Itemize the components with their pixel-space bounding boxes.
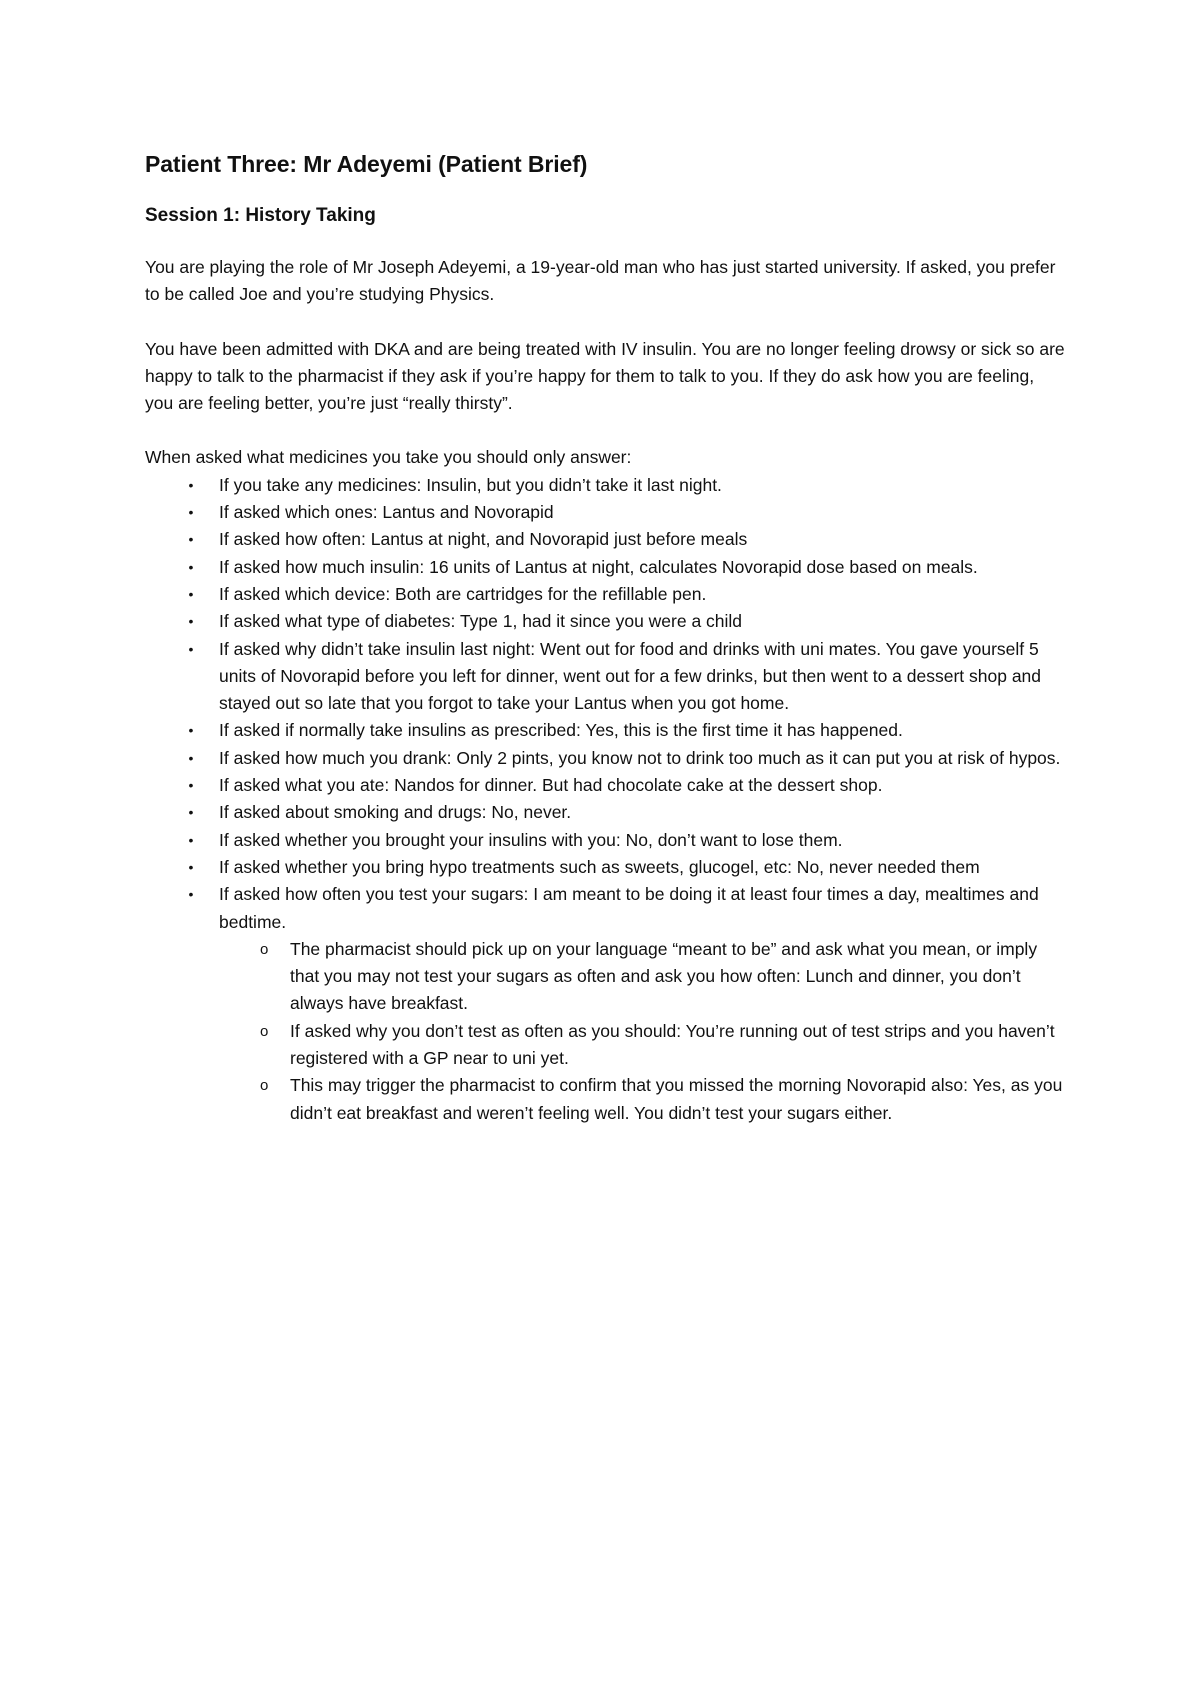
bullet-icon: • bbox=[188, 504, 194, 521]
bullet-icon: • bbox=[188, 804, 194, 821]
answers-list bbox=[145, 472, 1065, 1127]
list-item bbox=[145, 499, 1065, 526]
list-item bbox=[145, 472, 1065, 499]
sub-list-item-text: If asked why you don’t test as often as you should: You’re running out of test strips and you haven’t registered with a GP near to uni yet. bbox=[290, 1020, 1055, 1069]
bullet-icon: • bbox=[188, 749, 194, 766]
sub-bullet-icon: o bbox=[260, 940, 269, 958]
document-page bbox=[145, 148, 1065, 1127]
sub-list-item bbox=[145, 1018, 1065, 1073]
list-item bbox=[145, 554, 1065, 581]
list-item bbox=[145, 608, 1065, 635]
list-item bbox=[145, 772, 1065, 799]
bullet-icon: • bbox=[188, 476, 194, 493]
list-item-text: If asked how often you test your sugars: I am meant to be doing it at least four times a day, mealtimes and bedtime. bbox=[219, 884, 1039, 932]
list-item-text: If asked why didn’t take insulin last night: Went out for food and drinks with uni mates. You gave yourself 5 units of Novorapid before you left for dinner, went out for a few drinks, but then went to a dessert shop and stayed out so late that you forgot to take your Lantus when you got home. bbox=[219, 638, 1042, 714]
list-item-text: If asked about smoking and drugs: No, never. bbox=[219, 802, 572, 823]
paragraph-role: You are playing the role of Mr Joseph Adeyemi, a 19-year-old man who has just started university. If asked, you prefer to be called Joe and you’re studying Physics. bbox=[145, 257, 1056, 305]
list-item bbox=[145, 745, 1065, 772]
list-item-text: If asked whether you bring hypo treatments such as sweets, glucogel, etc: No, never needed them bbox=[219, 856, 980, 877]
bullet-icon: • bbox=[188, 886, 194, 903]
list-item bbox=[145, 526, 1065, 553]
list-item bbox=[145, 636, 1065, 718]
bullet-icon: • bbox=[188, 640, 194, 657]
sub-list-item-text: This may trigger the pharmacist to confirm that you missed the morning Novorapid also: Yes, as you didn’t eat breakfast and weren’t feeling well. You didn’t test your sugars either. bbox=[290, 1075, 1063, 1123]
bullet-icon: • bbox=[188, 777, 194, 794]
list-intro: When asked what medicines you take you should only answer: bbox=[145, 447, 632, 468]
sub-list-item-text: The pharmacist should pick up on your language “meant to be” and ask what you mean, or imply that you may not test your sugars as often and ask you how often: Lunch and dinner, you don’t always have breakfast. bbox=[290, 938, 1038, 1014]
list-item-text: If asked what type of diabetes: Type 1, had it since you were a child bbox=[219, 611, 743, 632]
list-item bbox=[145, 881, 1065, 1127]
list-item-text: If asked which device: Both are cartridges for the refillable pen. bbox=[219, 583, 707, 604]
list-item-text: If asked whether you brought your insulins with you: No, don’t want to lose them. bbox=[219, 829, 843, 850]
list-item-text: If asked if normally take insulins as prescribed: Yes, this is the first time it has happened. bbox=[219, 720, 903, 741]
list-item bbox=[145, 581, 1065, 608]
sub-bullet-icon: o bbox=[260, 1022, 269, 1040]
sub-list-item bbox=[145, 936, 1065, 1018]
list-item bbox=[145, 854, 1065, 881]
bullet-icon: • bbox=[188, 831, 194, 848]
bullet-icon: • bbox=[188, 613, 194, 630]
list-item-text: If you take any medicines: Insulin, but you didn’t take it last night. bbox=[219, 474, 722, 495]
list-item-text: If asked how often: Lantus at night, and Novorapid just before meals bbox=[219, 529, 748, 550]
bullet-icon: • bbox=[188, 531, 194, 548]
list-item bbox=[145, 827, 1065, 854]
list-item-text: If asked what you ate: Nandos for dinner. But had chocolate cake at the dessert shop. bbox=[219, 775, 883, 796]
bullet-icon: • bbox=[188, 558, 194, 575]
sub-bullet-icon: o bbox=[260, 1077, 269, 1095]
bullet-icon: • bbox=[188, 858, 194, 875]
paragraph-admission: You have been admitted with DKA and are being treated with IV insulin. You are no longer feeling drowsy or sick so are happy to talk to the pharmacist if they ask if you’re happy for them to talk to you. If they do ask how you are feeling, you are feeling better, you’re just “really thirsty”. bbox=[145, 338, 1065, 414]
list-item bbox=[145, 799, 1065, 826]
list-item-text: If asked how much insulin: 16 units of Lantus at night, calculates Novorapid dose based on meals. bbox=[219, 556, 978, 577]
bullet-icon: • bbox=[188, 585, 194, 602]
list-item bbox=[145, 717, 1065, 744]
sub-answers-list bbox=[219, 936, 1065, 1127]
sub-list-item bbox=[145, 1072, 1065, 1127]
list-item-text: If asked how much you drank: Only 2 pints, you know not to drink too much as it can put you at risk of hypos. bbox=[219, 747, 1061, 768]
bullet-icon: • bbox=[188, 722, 194, 739]
session-heading: Session 1: History Taking bbox=[145, 205, 376, 226]
document-title: Patient Three: Mr Adeyemi (Patient Brief) bbox=[145, 151, 588, 177]
list-item-text: If asked which ones: Lantus and Novorapid bbox=[219, 502, 554, 523]
